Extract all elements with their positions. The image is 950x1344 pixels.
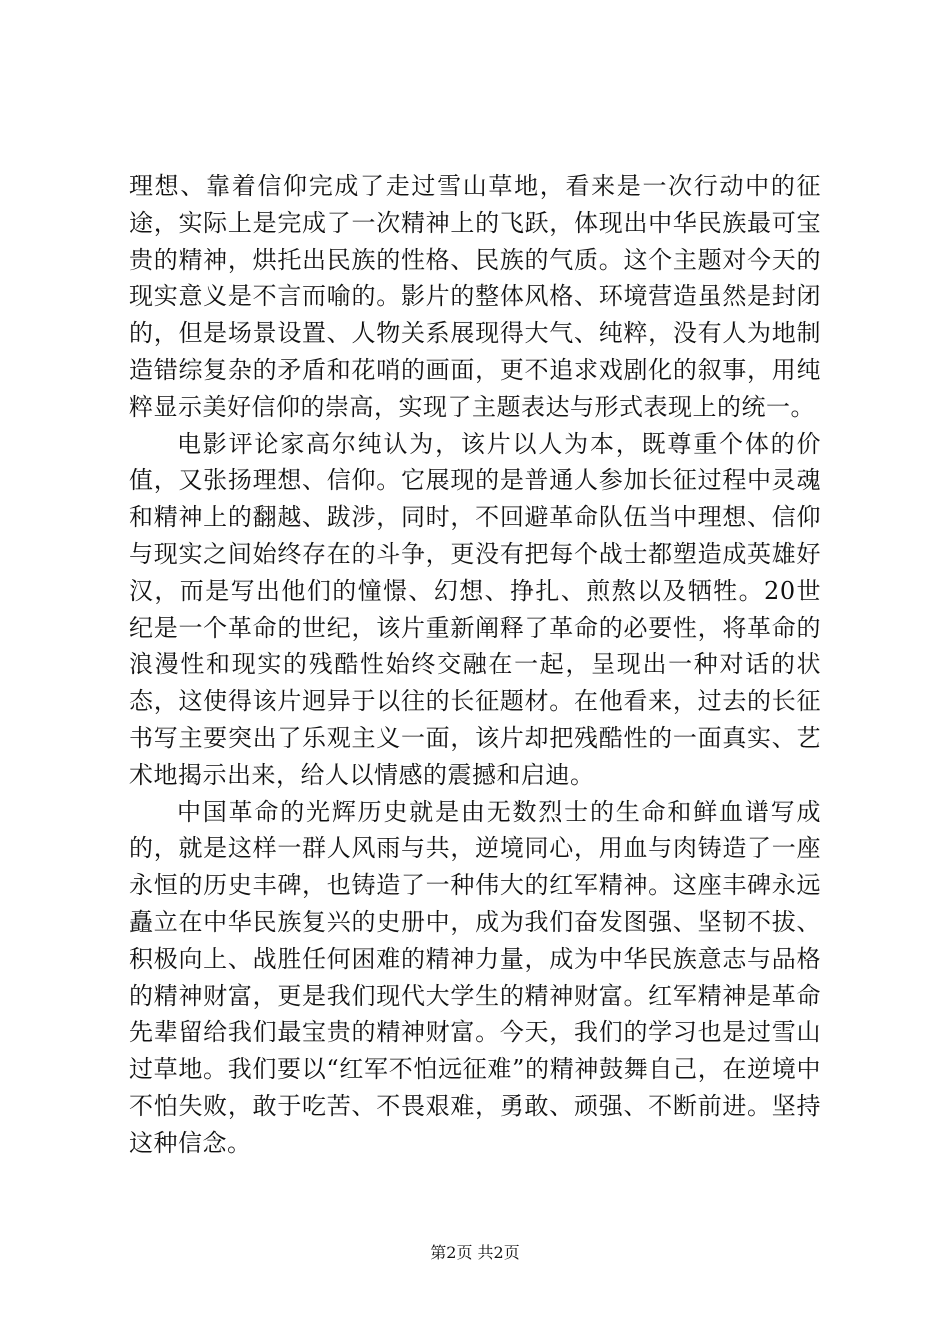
document-body — [129, 168, 821, 1162]
paragraph-red-army-spirit: 中国革命的光辉历史就是由无数烈士的生命和鲜血谱写成的，就是这样一群人风雨与共，逆境同心，用血与肉铸造了一座永恒的历史丰碑，也铸造了一种伟大的红军精神。这座丰碑永远矗立在中华民族复兴的史册中，成为我们奋发图强、坚韧不拔、积极向上、战胜任何困难的精神力量，成为中华民族意志与品格的精神财富，更是我们现代大学生的精神财富。红军精神是革命先辈留给我们最宝贵的精神财富。今天，我们的学习也是过雪山过草地。我们要以“红军不怕远征难”的精神鼓舞自己，在逆境中不怕失败，敢于吃苦、不畏艰难，勇敢、顽强、不断前进。坚持这种信念。 — [129, 797, 821, 1157]
page-footer: 第2页 共2页 — [430, 1243, 520, 1262]
paragraph-film-critic: 电影评论家高尔纯认为，该片以人为本，既尊重个体的价值，又张扬理想、信仰。它展现的是普通人参加长征过程中灵魂和精神上的翻越、跋涉，同时，不回避革命队伍当中理想、信仰与现实之间始终存在的斗争，更没有把每个战士都塑造成英雄好汉，而是写出他们的憧憬、幻想、挣扎、煎熬以及牺牲。20世纪是一个革命的世纪，该片重新阐释了革命的必要性，将革命的浪漫性和现实的残酷性始终交融在一起，呈现出一种对话的状态，这使得该片迥异于以往的长征题材。在他看来，过去的长征书写主要突出了乐观主义一面，该片却把残酷性的一面真实、艺术地揭示出来，给人以情感的震撼和启迪。 — [129, 429, 821, 789]
paragraph-continuation: 理想、靠着信仰完成了走过雪山草地，看来是一次行动中的征途，实际上是完成了一次精神上的飞跃，体现出中华民族最可宝贵的精神，烘托出民族的性格、民族的气质。这个主题对今天的现实意义是不言而喻的。影片的整体风格、环境营造虽然是封闭的，但是场景设置、人物关系展现得大气、纯粹，没有人为地制造错综复杂的矛盾和花哨的画面，更不追求戏剧化的叙事，用纯粹显示美好信仰的崇高，实现了主题表达与形式表现上的统一。 — [129, 172, 821, 421]
